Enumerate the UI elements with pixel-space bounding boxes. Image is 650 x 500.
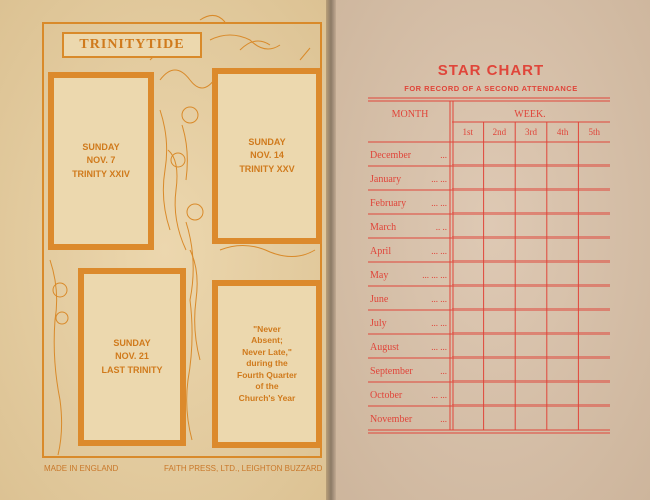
panel-day: SUNDAY [248,136,286,147]
month-leader-dots: ... [440,366,447,376]
week-header: WEEK. [514,109,546,120]
week-column-5: 5th [588,127,600,137]
motto-line: during the [246,358,288,369]
month-label-march: March [370,222,397,233]
star-chart-title: STAR CHART [437,62,545,79]
month-label-october: October [370,390,403,401]
month-leader-dots: ... ... [431,294,447,304]
motto-line: of the [255,381,279,392]
motto-line: Never Late," [242,346,292,357]
panel-day: SUNDAY [82,141,120,152]
month-leader-dots: ... [440,414,447,424]
month-leader-dots: ... ... [431,198,447,208]
panel-trinity: LAST TRINITY [101,364,163,375]
made-in-england: MADE IN ENGLAND [44,464,119,473]
month-label-december: December [370,150,412,161]
week-column-4: 4th [556,127,569,137]
motto-line: Fourth Quarter [237,369,297,380]
month-label-november: November [370,414,413,425]
month-label-may: May [370,270,389,281]
panel-trinity: TRINITY XXIV [72,168,130,179]
month-leader-dots: ... ... [431,390,447,400]
month-label-july: July [370,318,387,329]
trinitytide-banner: TRINITYTIDE [62,32,202,58]
month-label-february: February [370,198,407,209]
publisher-imprint: FAITH PRESS, LTD., LEIGHTON BUZZARD [164,464,323,473]
month-leader-dots: ... ... [431,342,447,352]
month-header: MONTH [391,109,429,120]
month-leader-dots: .. .. [435,222,447,232]
panel-date: NOV. 21 [115,351,149,362]
month-label-april: April [370,246,392,257]
month-label-august: August [370,342,399,353]
month-leader-dots: ... [440,150,447,160]
month-label-june: June [370,294,389,305]
motto-line: Absent; [251,335,283,346]
star-chart-subtitle: FOR RECORD OF A SECOND ATTENDANCE [404,84,578,93]
month-leader-dots: ... ... [431,246,447,256]
motto-line: Church's Year [238,392,296,403]
month-label-september: September [370,366,413,377]
month-leader-dots: ... ... [431,174,447,184]
week-column-2: 2nd [492,127,507,137]
panel-date: NOV. 7 [86,155,116,166]
month-leader-dots: ... ... [431,318,447,328]
week-column-3: 3rd [525,127,537,137]
panel-day: SUNDAY [113,337,151,348]
motto-line: "Never [253,323,281,334]
panel-trinity: TRINITY XXV [239,163,295,174]
week-column-1: 1st [462,127,474,137]
month-leader-dots: ... ... ... [422,270,447,280]
month-label-january: January [370,174,402,185]
panel-date: NOV. 14 [250,150,284,161]
